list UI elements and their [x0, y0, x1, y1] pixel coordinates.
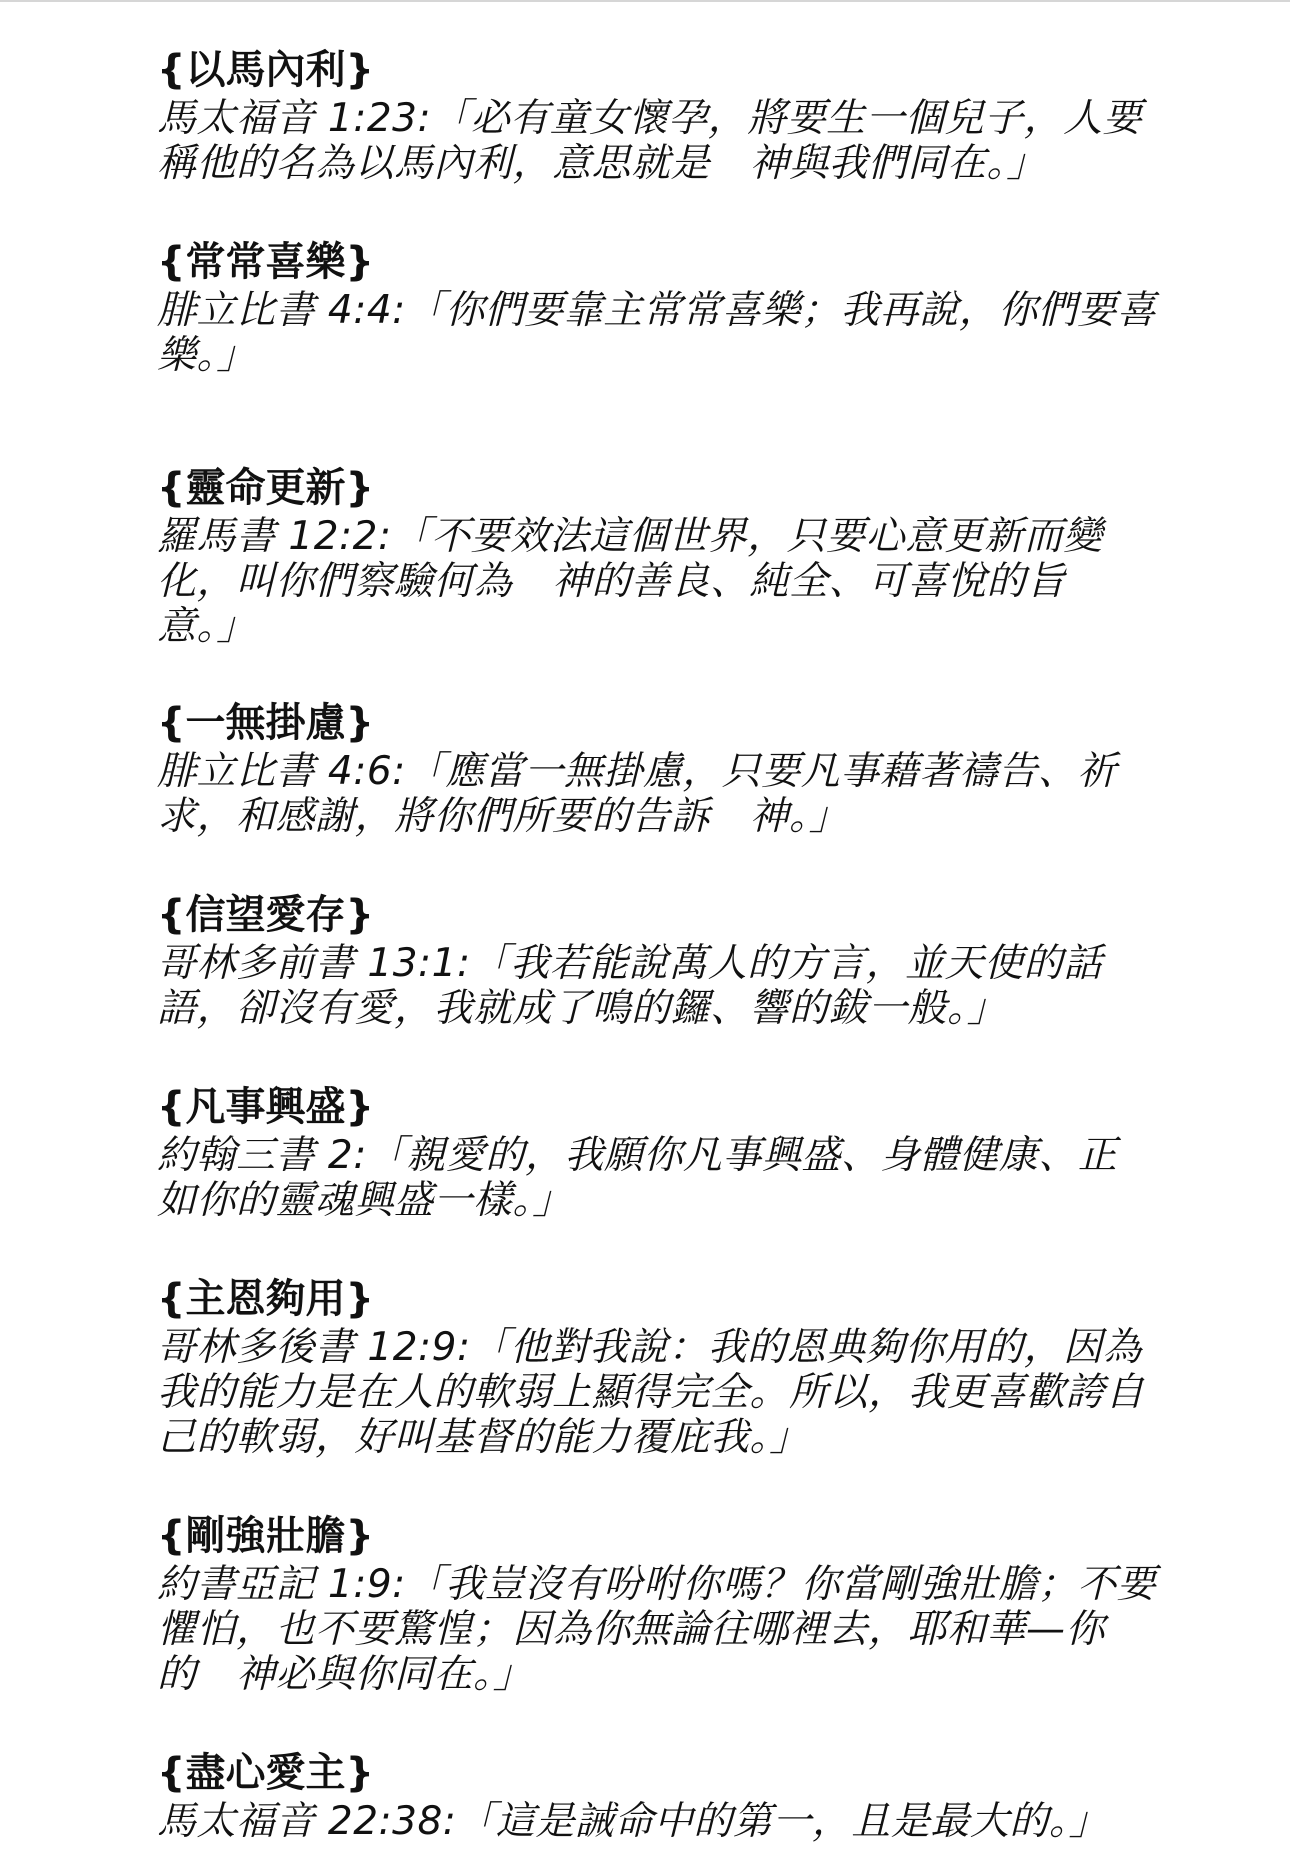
entry-verse [157, 1562, 1157, 1697]
entry-rejoice-always [157, 236, 1157, 378]
entry-title: {靈命更新} [157, 465, 374, 511]
verse-line: 哥林多前書 13:1:「我若能說萬人的方言，並天使的話 [157, 941, 1103, 986]
verse-line: 我的能力是在人的軟弱上顯得完全。所以，我更喜歡誇自 [157, 1370, 1145, 1415]
verse-line: 語，卻沒有愛，我就成了鳴的鑼、響的鈸一般。」 [157, 986, 1007, 1031]
verse-line: 馬太福音 22:38:「這是誡命中的第一，且是最大的。」 [157, 1799, 1109, 1844]
entry-be-strong [157, 1510, 1157, 1697]
verse-line: 腓立比書 4:6:「應當一無掛慮，只要凡事藉著禱告、祈 [157, 749, 1117, 794]
verse-line: 稱他的名為以馬內利，意思就是 神與我們同在。」 [157, 141, 1047, 186]
entry-verse [157, 749, 1157, 839]
entry-title: {信望愛存} [157, 892, 374, 938]
verse-line: 腓立比書 4:4:「你們要靠主常常喜樂；我再說，你們要喜 [157, 288, 1157, 333]
entry-title: {盡心愛主} [157, 1750, 374, 1796]
entry-verse [157, 1133, 1157, 1223]
entry-love-lord [157, 1747, 1157, 1844]
entry-title: {以馬內利} [157, 47, 374, 93]
entry-sufficient-grace [157, 1273, 1157, 1460]
entry-verse [157, 288, 1157, 378]
verse-line: 約書亞記 1:9:「我豈沒有吩咐你嗎？你當剛強壯膽；不要 [157, 1562, 1157, 1607]
verse-document [157, 44, 1157, 1844]
verse-line: 求，和感謝，將你們所要的告訴 神。」 [157, 794, 849, 839]
entry-title: {凡事興盛} [157, 1084, 374, 1130]
entry-title: {一無掛慮} [157, 700, 374, 746]
entry-prosper [157, 1081, 1157, 1223]
verse-line: 己的軟弱，好叫基督的能力覆庇我。」 [157, 1415, 810, 1460]
verse-line: 如你的靈魂興盛一樣。」 [157, 1178, 573, 1223]
verse-line: 哥林多後書 12:9:「他對我說：我的恩典夠你用的，因為 [157, 1325, 1143, 1370]
entry-verse [157, 1799, 1157, 1844]
entry-no-worry [157, 697, 1157, 839]
verse-line: 馬太福音 1:23:「必有童女懷孕，將要生一個兒子，人要 [157, 96, 1143, 141]
entry-verse [157, 1325, 1157, 1460]
top-divider [0, 0, 1290, 2]
verse-line: 的 神必與你同在。」 [157, 1652, 533, 1697]
entry-verse [157, 96, 1157, 186]
verse-line: 懼怕，也不要驚惶；因為你無論往哪裡去，耶和華—你 [157, 1607, 1106, 1652]
verse-line: 樂。」 [157, 333, 257, 378]
entry-title: {主恩夠用} [157, 1276, 374, 1322]
entry-faith-hope-love [157, 889, 1157, 1031]
verse-line: 意。」 [157, 604, 257, 649]
entry-title: {剛強壯膽} [157, 1513, 374, 1559]
verse-line: 化，叫你們察驗何為 神的善良、純全、可喜悅的旨 [157, 559, 1066, 604]
verse-line: 羅馬書 12:2:「不要效法這個世界，只要心意更新而變 [157, 514, 1103, 559]
verse-line: 約翰三書 2:「親愛的，我願你凡事興盛、身體健康、正 [157, 1133, 1118, 1178]
entry-renewal [157, 462, 1157, 649]
entry-verse [157, 941, 1157, 1031]
entry-title: {常常喜樂} [157, 239, 374, 285]
entry-verse [157, 514, 1157, 649]
entry-immanuel [157, 44, 1157, 186]
